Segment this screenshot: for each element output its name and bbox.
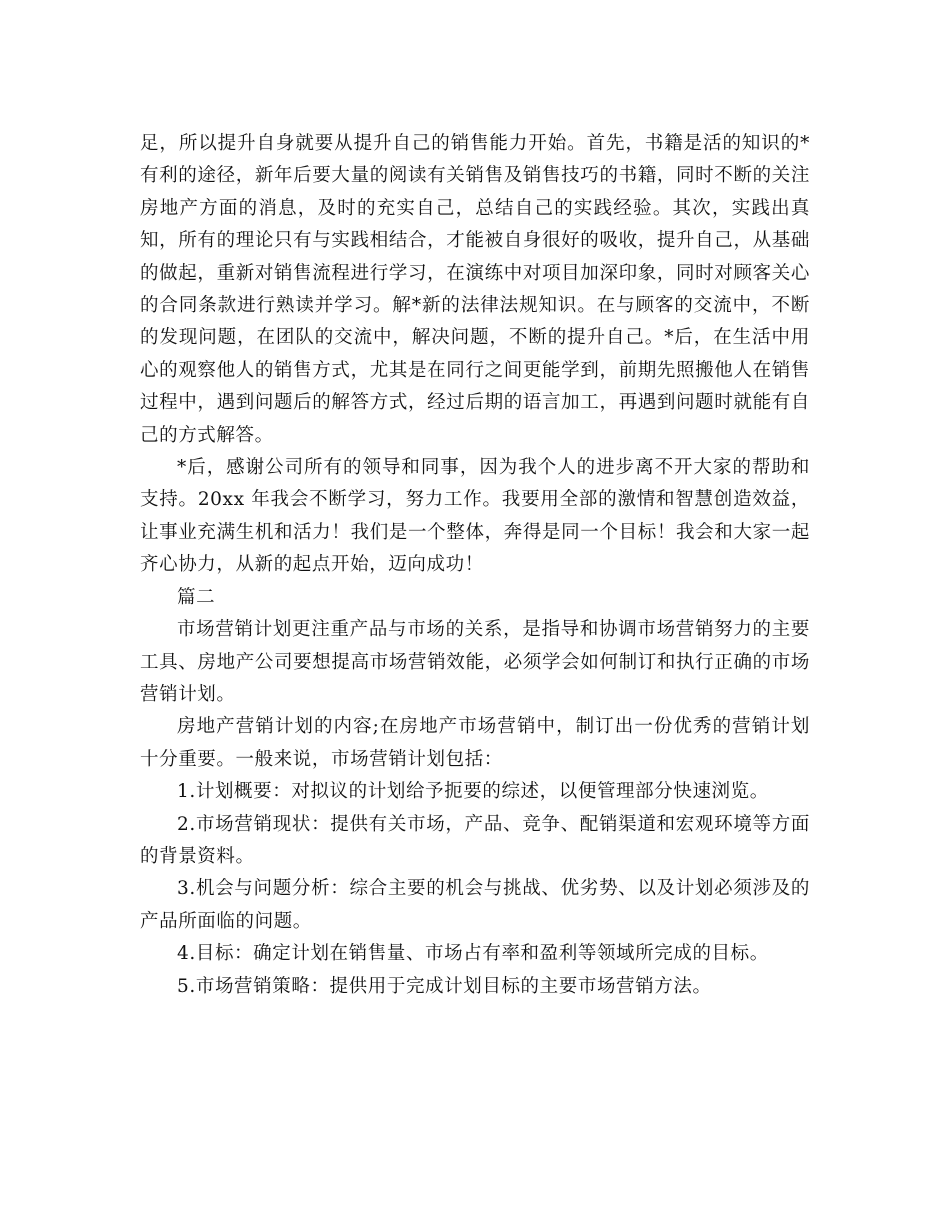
list-item-goals: 4.目标：确定计划在销售量、市场占有率和盈利等领域所完成的目标。 <box>177 943 769 965</box>
paragraph-marketing-plan-intro: 市场营销计划更注重产品与市场的关系，是指导和协调市场营销努力的主要工具、房地产公司要想提高市场营销效能，必须学会如何制订和执行正确的市场营销计划。 <box>140 619 810 705</box>
list-item-strategy: 5.市场营销策略：提供用于完成计划目标的主要市场营销方法。 <box>177 975 712 997</box>
list-item-opportunity-analysis: 3.机会与问题分析：综合主要的机会与挑战、优劣势、以及计划必须涉及的产品所面临的问题。 <box>140 878 810 932</box>
paragraph-self-improvement: 足，所以提升自身就要从提升自己的销售能力开始。首先，书籍是活的知识的*有利的途径，新年后要大量的阅读有关销售及销售技巧的书籍，同时不断的关注房地产方面的消息，及时的充实自己，总结自己的实践经验。其次，实践出真知，所有的理论只有与实践相结合，才能被自身很好的吸收，提升自己，从基础的做起，重新对销售流程进行学习，在演练中对项目加深印象，同时对顾客关心的合同条款进行熟读并学习。解*新的法律法规知识。在与顾客的交流中，不断的发现问题，在团队的交流中，解决问题，不断的提升自己。*后，在生活中用心的观察他人的销售方式，尤其是在同行之间更能学到，前期先照搬他人在销售过程中，遇到问题后的解答方式，经过后期的语言加工，再遇到问题时就能有自己的方式解答。 <box>140 133 810 446</box>
section-heading: 篇二 <box>177 586 216 608</box>
document-body <box>140 128 810 1003</box>
list-item-plan-summary: 1.计划概要：对拟议的计划给予扼要的综述，以便管理部分快速浏览。 <box>177 781 769 803</box>
list-item-market-status: 2.市场营销现状：提供有关市场，产品、竞争、配销渠道和宏观环境等方面的背景资料。 <box>140 813 810 867</box>
paragraph-thanks: *后，感谢公司所有的领导和同事，因为我个人的进步离不开大家的帮助和支持。20xx 年我会不断学习，努力工作。我要用全部的激情和智慧创造效益，让事业充满生机和活力！我们是一个整体，奔得是同一个目标！我会和大家一起齐心协力，从新的起点开始，迈向成功！ <box>140 457 810 576</box>
paragraph-plan-contents: 房地产营销计划的内容;在房地产市场营销中，制订出一份优秀的营销计划十分重要。一般来说，市场营销计划包括： <box>140 716 810 770</box>
